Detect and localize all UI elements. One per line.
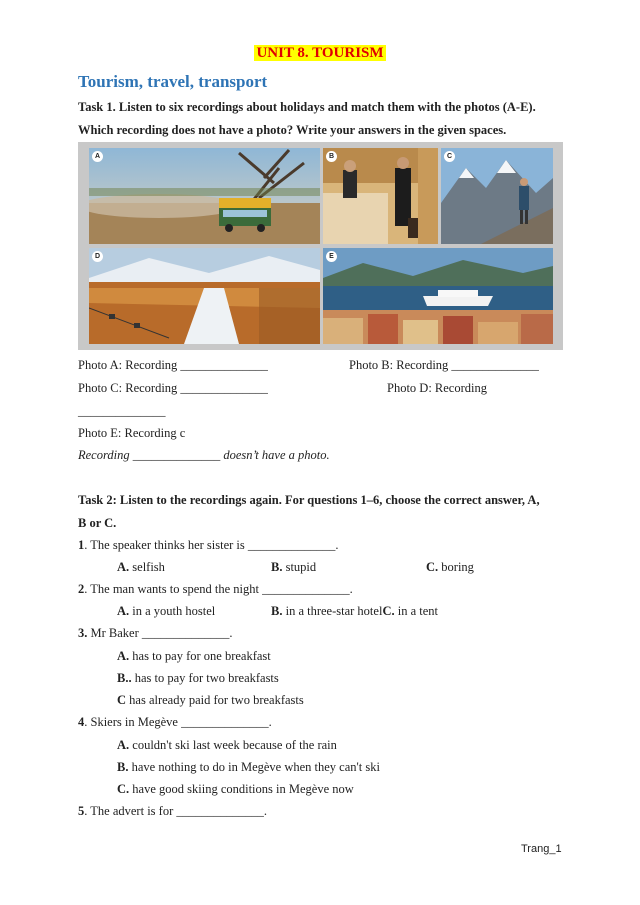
page-number: Trang_1 [521, 843, 562, 855]
question-5 [78, 803, 267, 819]
question-number: 3. [78, 626, 88, 640]
option-4b[interactable]: B. have nothing to do in Megève when they can't ski [117, 760, 380, 774]
answer-missing-photo[interactable]: Recording ______________ doesn’t have a photo. [78, 448, 330, 462]
option-2a[interactable]: A. in a youth hostel [117, 604, 216, 618]
question-number: 1 [78, 538, 85, 552]
question-stem: . The man wants to spend the night ______________. [84, 582, 353, 596]
question-number: 2 [78, 582, 85, 596]
question-4 [78, 714, 272, 730]
photo-label-e: E [326, 251, 337, 262]
question-stem: . The speaker thinks her sister is ______________. [84, 538, 339, 552]
photo-b [323, 148, 438, 244]
section-heading: Tourism, travel, transport [78, 72, 268, 91]
option-3a[interactable]: A. has to pay for one breakfast [117, 649, 271, 663]
photo-d [89, 248, 320, 344]
photo-label-b: B [326, 151, 337, 162]
question-number: 4 [78, 715, 85, 729]
photo-c [441, 148, 553, 244]
question-stem: . The advert is for ______________. [84, 804, 267, 818]
photo-label-c: C [444, 151, 455, 162]
option-4a[interactable]: A. couldn't ski last week because of the rain [117, 738, 337, 752]
question-number: 5 [78, 804, 85, 818]
task2-instruction-line2: B or C. [78, 516, 117, 530]
option-1c[interactable]: C. boring [426, 560, 474, 574]
photo-label-d: D [92, 251, 103, 262]
option-1b[interactable]: B. stupid [271, 560, 317, 574]
photo-label-a: A [92, 151, 103, 162]
answer-photo-b[interactable]: Photo B: Recording ______________ [349, 358, 539, 372]
question-3 [78, 625, 233, 641]
question-stem: . Skiers in Megève ______________. [84, 715, 272, 729]
answer-photo-a[interactable]: Photo A: Recording ______________ [78, 358, 268, 372]
unit-title: UNIT 8. TOURISM [256, 45, 384, 61]
photo-a [89, 148, 320, 244]
photo-collage [78, 142, 563, 350]
answer-photo-e[interactable]: Photo E: Recording c [78, 426, 186, 440]
photo-e [323, 248, 553, 344]
question-2 [78, 581, 353, 597]
option-2b-2c[interactable]: B. in a three-star hotelC. in a tent [271, 604, 438, 618]
answer-photo-d-blank[interactable]: ______________ [78, 404, 166, 418]
option-4c[interactable]: C. have good skiing conditions in Megève now [117, 782, 354, 796]
answer-photo-c[interactable]: Photo C: Recording ______________ [78, 381, 268, 395]
option-3b[interactable]: B.. has to pay for two breakfasts [117, 671, 279, 685]
task2-instruction-line1: Task 2: Listen to the recordings again. For questions 1–6, choose the correct answer, A, [78, 493, 540, 507]
answer-photo-d[interactable]: Photo D: Recording [387, 381, 487, 395]
option-3c[interactable]: C has already paid for two breakfasts [117, 693, 304, 707]
task1-instruction-line2: Which recording does not have a photo? Write your answers in the given spaces. [78, 123, 507, 137]
option-1a[interactable]: A. selfish [117, 560, 165, 574]
task1-instruction-line1: Task 1. Listen to six recordings about holidays and match them with the photos (A-E). [78, 100, 536, 114]
question-stem: Mr Baker ______________. [87, 626, 233, 640]
question-1 [78, 537, 339, 553]
